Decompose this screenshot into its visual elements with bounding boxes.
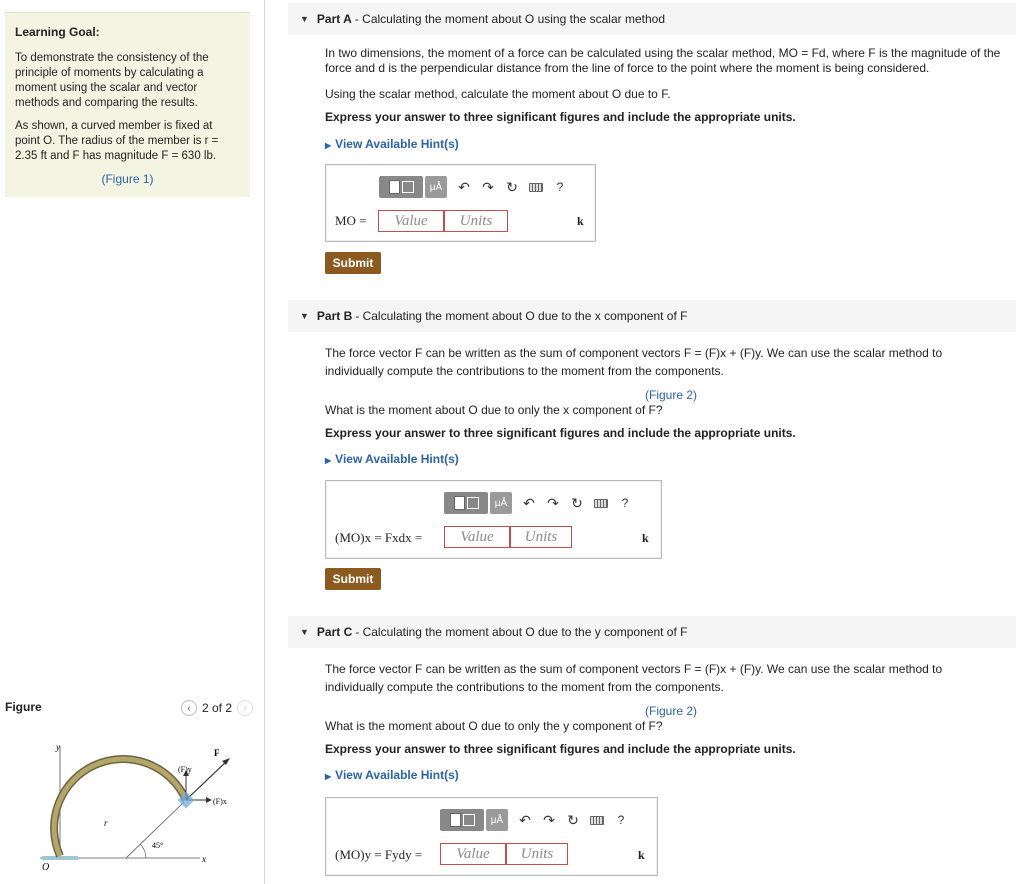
part-c-answer-box: [325, 797, 658, 876]
part-b-value-input[interactable]: Value: [444, 526, 510, 548]
part-a-units-input[interactable]: Units: [444, 210, 508, 232]
figure-1-link[interactable]: (Figure 1): [101, 172, 154, 186]
part-a-label: MO =: [335, 213, 367, 228]
figure-title: Figure: [5, 700, 42, 714]
fy-label: (F)y: [178, 765, 192, 774]
part-b-hint-link[interactable]: ▶ View Available Hint(s): [325, 452, 459, 466]
part-a-hint-link[interactable]: ▶ View Available Hint(s): [325, 137, 459, 151]
keyboard-icon[interactable]: [529, 183, 543, 192]
part-a-header[interactable]: [288, 3, 1016, 35]
part-a-intro: In two dimensions, the moment of a force can be calculated using the scalar method, MO = Fd, where F is the magnitude of the force and d is the perpendicular distance from the line of force to the point where the moment is being considered.: [325, 46, 1001, 75]
part-b-figure-link[interactable]: (Figure 2): [645, 388, 698, 402]
curved-member-figure: [30, 738, 250, 878]
part-a-toolbar: [379, 176, 567, 198]
part-b-question: What is the moment about O due to only the x component of F?: [325, 403, 663, 417]
redo-icon[interactable]: ↷: [547, 494, 559, 511]
part-c-prefix: Part C: [316, 625, 353, 639]
angle-label: 45°: [152, 841, 164, 850]
redo-icon[interactable]: ↷: [543, 811, 555, 828]
part-b-title: - Calculating the moment about O due to the x component of F: [355, 309, 688, 323]
part-c-instruction: Express your answer to three significant figures and include the appropriate units.: [325, 742, 796, 756]
part-b-intro: The force vector F can be written as the sum of component vectors F = (F)x + (F)y. We can use the scalar method to individually compute the contributions to the moment from the components.: [325, 346, 943, 378]
undo-icon[interactable]: ↶: [519, 811, 531, 828]
help-icon[interactable]: ?: [556, 180, 564, 194]
template-button[interactable]: [440, 809, 484, 831]
keyboard-icon[interactable]: [590, 816, 604, 825]
part-c-label: (MO)y = Fydy =: [335, 847, 423, 862]
part-a-question: Using the scalar method, calculate the moment about O due to F.: [325, 87, 671, 101]
collapse-icon: ▼: [300, 627, 309, 637]
radius-label: r: [104, 818, 108, 828]
collapse-icon: ▼: [300, 14, 309, 24]
part-b-answer-box: [325, 480, 662, 559]
part-b-label: (MO)x = Fxdx =: [335, 530, 423, 545]
collapse-icon: ▼: [300, 311, 309, 321]
expand-icon: ▶: [325, 141, 332, 150]
expand-icon: ▶: [325, 456, 332, 465]
part-c-toolbar: [440, 809, 628, 831]
redo-icon[interactable]: ↷: [482, 178, 494, 195]
units-button[interactable]: μÅ: [425, 176, 447, 198]
part-b-units-input[interactable]: Units: [510, 526, 572, 548]
expand-icon: ▶: [325, 772, 332, 781]
part-c-figure-link[interactable]: (Figure 2): [645, 704, 698, 718]
part-b-header[interactable]: [288, 300, 1016, 332]
fx-label: (F)x: [213, 797, 227, 806]
undo-icon[interactable]: ↶: [458, 178, 470, 195]
k-unit-vector: k: [577, 214, 584, 228]
reset-icon[interactable]: ↻: [567, 811, 579, 828]
help-icon[interactable]: ?: [621, 496, 629, 510]
part-c-value-input[interactable]: Value: [440, 843, 506, 865]
prev-figure-button[interactable]: ‹: [181, 700, 197, 716]
keyboard-icon[interactable]: [594, 499, 608, 508]
learning-goal-text: To demonstrate the consistency of the principle of moments by calculating a moment using the scalar and vector methods and comparing the results.: [15, 52, 209, 109]
reset-icon[interactable]: ↻: [506, 178, 518, 195]
origin-label: O: [42, 862, 50, 873]
problem-statement: As shown, a curved member is fixed at point O. The radius of the member is r = 2.35 ft and F has magnitude F = 630 lb.: [15, 120, 219, 162]
part-c-intro: The force vector F can be written as the sum of component vectors F = (F)x + (F)y. We can use the scalar method to individually compute the contributions to the moment from the components.: [325, 662, 943, 694]
part-a-value-input[interactable]: Value: [378, 210, 444, 232]
template-button[interactable]: [444, 492, 488, 514]
next-figure-button[interactable]: ›: [237, 700, 253, 716]
figure-pager: [181, 700, 253, 716]
part-b-submit-button[interactable]: Submit: [325, 568, 381, 590]
part-a-submit-button[interactable]: Submit: [325, 252, 381, 274]
figure-header: [5, 700, 253, 720]
ground-support: [42, 856, 78, 860]
figure-page-indicator: 2 of 2: [201, 701, 232, 715]
part-a-instruction: Express your answer to three significant figures and include the appropriate units.: [325, 110, 796, 124]
y-axis-label: y: [56, 742, 60, 752]
part-b-toolbar: [444, 492, 632, 514]
part-a: [288, 3, 1016, 153]
units-button[interactable]: μÅ: [486, 809, 508, 831]
part-a-title: - Calculating the moment about O using the scalar method: [354, 12, 665, 26]
undo-icon[interactable]: ↶: [523, 494, 535, 511]
template-button[interactable]: [379, 176, 423, 198]
reset-icon[interactable]: ↻: [571, 494, 583, 511]
part-a-answer-box: [325, 164, 596, 242]
part-b-instruction: Express your answer to three significant figures and include the appropriate units.: [325, 426, 796, 440]
learning-goal-box: [5, 12, 250, 197]
k-unit-vector: k: [638, 848, 645, 862]
units-button[interactable]: μÅ: [490, 492, 512, 514]
x-axis-label: x: [202, 854, 206, 864]
part-b: [288, 300, 1016, 468]
left-panel: [0, 0, 265, 884]
part-c-hint-link[interactable]: ▶ View Available Hint(s): [325, 768, 459, 782]
part-c-units-input[interactable]: Units: [506, 843, 568, 865]
k-unit-vector: k: [642, 531, 649, 545]
force-arrow: [186, 760, 228, 800]
part-c-title: - Calculating the moment about O due to the y component of F: [355, 625, 688, 639]
part-c-header[interactable]: [288, 616, 1016, 648]
learning-goal-title: Learning Goal:: [15, 25, 100, 39]
help-icon[interactable]: ?: [617, 813, 625, 827]
part-c: [288, 616, 1016, 784]
part-a-prefix: Part A: [316, 12, 352, 26]
force-label: F: [214, 748, 220, 758]
part-b-prefix: Part B: [316, 309, 353, 323]
part-c-question: What is the moment about O due to only the y component of F?: [325, 719, 663, 733]
